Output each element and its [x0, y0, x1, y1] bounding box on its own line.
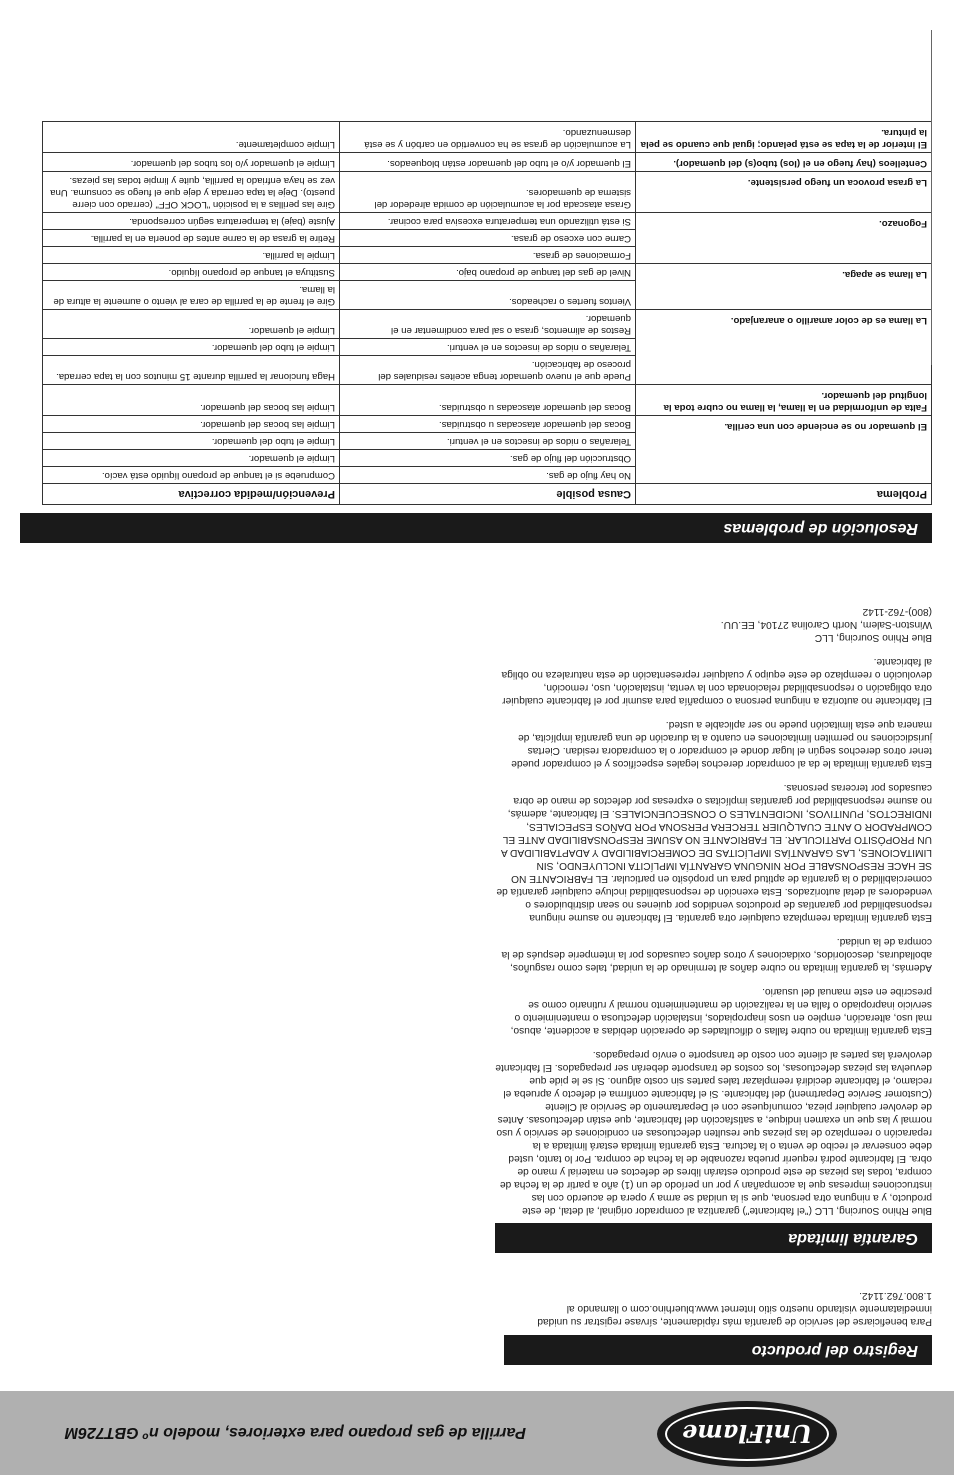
- problem-cell: Centelleos (hay fuego en el (los) tubo(s) del quemador).: [636, 153, 932, 172]
- table-row: [43, 467, 932, 484]
- warranty-paragraph: Además, la garantía limitada no cubre daños al terminado de la unidad, tales como rasguños, abolladuras, descoloridos, oxidaciones y otros daños causados por la intemperie después de la compra de la unidad.: [501, 936, 932, 973]
- problem-cell: Fogonazo.: [636, 213, 932, 264]
- warranty-paragraph: El fabricante no autoriza a ninguna persona o compañía para asumir por el fabricante cualquier otra obligación o responsabilidad relacionada con la venta, instalación, uso, remoción, devolución o reemplazo de este equipo y cualquier representación de esta naturaleza no obliga al fabricante.: [501, 656, 932, 706]
- warranty-text: [495, 594, 932, 1217]
- remedy-cell: Haga funcionar la parrilla durante 15 minutos con la tapa cerrada.: [43, 356, 340, 385]
- registration-heading: Registro del producto: [504, 1335, 932, 1365]
- cause-cell: El quemador y/o el tubo del quemador están bloqueados.: [340, 153, 636, 172]
- warranty-paragraph: Esta garantía limitada no cubre fallas o dificultades de operación debidas a accidente, abuso, mal uso, alteración, empleo en usos inapropiados, instalación defectuosa o mantenimiento o servicio inapropiado o falla en la realización de mantenimiento normal y rutinario como se prescribe en este manual del usuario.: [510, 986, 932, 1036]
- document-title: Parrilla de gas propano para exteriores, modelo nº GBT726M: [64, 1424, 526, 1441]
- table-row: [43, 172, 932, 213]
- cause-cell: Carne con exceso de grasa.: [340, 230, 636, 247]
- problem-cell: La llama se apaga.: [636, 264, 932, 310]
- remedy-cell: Limpie el quemador.: [43, 310, 340, 339]
- cause-cell: Puede que el nuevo quemador tenga aceites residuales del proceso de fabricación.: [340, 356, 636, 385]
- table-row: [43, 385, 932, 416]
- table-header-row: [43, 484, 932, 505]
- remedy-cell: Retire la grasa de la carne antes de ponerla en la parrilla.: [43, 230, 340, 247]
- problem-cell: El interior de la tapa se está pelando; igual que cuando se pela la pintura.: [636, 122, 932, 153]
- uniflame-logo: [657, 1401, 837, 1467]
- cause-cell: Formaciones de grasa.: [340, 247, 636, 264]
- logo-text: UniFlame: [665, 1407, 829, 1461]
- table-body: [43, 122, 932, 484]
- remedy-cell: Gire las perillas a la posición "LOCK OFF" (cerrado con cierre puesto). Deje la tapa cerrada y deje que el fuego se consuma. Una vez se haya enfriado la parrilla, quite y limpie todas las piezas.: [43, 172, 340, 213]
- margin-rule: [931, 30, 932, 365]
- registration-text: Para beneficiarse del servicio de garantía más rápidamente, sírvase registrar su unidad inmediatamente visitando nuestro sitio Internet www.bluerhino.com o llamando al 1.800.762.1142.: [537, 1290, 932, 1327]
- remedy-cell: Limpie el tubo del quemador.: [43, 433, 340, 450]
- warranty-paragraph: Esta garantía limitada le da al comprador derechos legales específicos y el comprador puede tener otros derechos según el lugar donde el comprador o la compradora residan. Ciertas jurisdicciones no permiten limitaciones en cuanto a la duración de una garantía implícita, de manera que esta limitación puede no ser aplicable a usted.: [511, 719, 932, 769]
- table-row: [43, 281, 932, 310]
- remedy-cell: Limpie el quemador.: [43, 450, 340, 467]
- cause-cell: Obstrucción del flujo de gas.: [340, 450, 636, 467]
- remedy-cell: Limpie el quemador y/o los tubos del quemador.: [43, 153, 340, 172]
- table-row: [43, 247, 932, 264]
- cause-cell: Nivel de gas del tanque de propano bajo.: [340, 264, 636, 281]
- remedy-cell: Limpie la parrilla.: [43, 247, 340, 264]
- cause-cell: Telarañas o nidos de insectos en el venturi.: [340, 339, 636, 356]
- cause-cell: Si está utilizando una temperatura excesiva para cocinar.: [340, 213, 636, 230]
- table-row: [43, 122, 932, 153]
- column-header-remedy: Prevención/medida correctiva: [43, 484, 340, 505]
- problem-cell: El quemador no se enciende con una cerilla.: [636, 416, 932, 484]
- cause-cell: Restos de alimentos, grasa o sal para condimentar en el quemador.: [340, 310, 636, 339]
- warranty-paragraph: Blue Rhino Sourcing, LLC Winston-Salem, North Carolina 27104, EE.UU. (800)-762-1142: [720, 606, 932, 643]
- warranty-heading: Garantía limitada: [495, 1223, 932, 1253]
- remedy-cell: Gire el frente de la parrilla de cara al viento o aumente la altura de la llama.: [43, 281, 340, 310]
- table-row: [43, 356, 932, 385]
- header-band: [0, 1391, 954, 1475]
- problem-cell: Falta de uniformidad en la llama, la llama no cubre toda la longitud del quemador.: [636, 385, 932, 416]
- cause-cell: La acumulación de grasa se ha convertido en carbón y se está desmenuzando.: [340, 122, 636, 153]
- cause-cell: Vientos fuertes o racheados.: [340, 281, 636, 310]
- troubleshooting-heading: Resolución de problemas: [20, 513, 932, 543]
- problem-cell: La llama es de color amarillo o anaranjado.: [636, 310, 932, 385]
- remedy-cell: Limpie las bocas del quemador.: [43, 385, 340, 416]
- warranty-paragraph: Esta garantía limitada reemplaza cualquier otra garantía. El fabricante no asume ninguna responsabilidad por garantías de productos vendidos por quienes no sean distribuidores o vendedores al detal autorizados. Esta exención de responsabilidad incluye cualquier garantía de comerciabilidad o la garantía de aptitud para un propósito en particular. EL FABRICANTE NO SE HACE RESPONSABLE POR NINGUNA GARANTÍA IMPLÍCITA INCLUYENDO, SIN LIMITACIONES, LAS GARANTÍAS IMPLÍCITAS DE COMERCIABILIDAD Y ADAPTABILIDAD A UN PROPÓSITO PARTICULAR. EL FABRICANTE NO ASUME RESPONSABILIDAD ANTE EL COMPRADOR O ANTE CUALQUIER TERCERA PERSONA POR DAÑOS ESPECIALES, INDIRECTOS, PUNITIVOS, INCIDENTALES O CONSECUENCIALES. El fabricante, además, no asume responsabilidad por garantías implícitas o expresas por defectos de mano de obra causados por terceras personas.: [496, 782, 932, 923]
- troubleshooting-table: [42, 121, 932, 505]
- remedy-cell: Ajuste (baje) la temperatura según corresponda.: [43, 213, 340, 230]
- remedy-cell: Limpie las bocas del quemador.: [43, 416, 340, 433]
- table-row: [43, 153, 932, 172]
- cause-cell: Telarañas o nidos de insectos en el venturi.: [340, 433, 636, 450]
- remedy-cell: Limpie el tubo del quemador.: [43, 339, 340, 356]
- remedy-cell: Sustituya el tanque de propano líquido.: [43, 264, 340, 281]
- warranty-paragraph: Blue Rhino Sourcing, LLC ("el fabricante") garantiza al comprador original, al detal, de este producto, y a ninguna otra persona, que si la unidad se arma y opera de acuerdo con las instrucciones impresas que la acompañan y por un período de un (1) año a partir de la fecha de compra, todas las piezas de este producto estarán libres de defectos en material y mano de obra. El fabricante podrá requerir prueba razonable de la fecha de compra. Por lo tanto, usted debe conservar el recibo de venta o la factura. Esta garantía limitada estará limitada a la reparación o reemplazo de las piezas que resulten defectuosas en condiciones de servicio y uso normal y las que un examen indique, a satisfacción del fabricante, que están defectuosas. Antes de devolver cualquier pieza, comuníquese con el Departamento de Servicio al Cliente (Customer Service Department) del fabricante. Si el fabricante confirma el defecto y aprueba el reclamo, el fabricante decidirá reemplazar tales partes sin costo alguno. Si se le pide que devuelva las piezas defectuosas, los costos de transporte deberán ser prepagados. El fabricante devolverá las partes al cliente con costo de transporte o envío prepagados.: [495, 1049, 932, 1216]
- column-header-problem: Problema: [636, 484, 932, 505]
- problem-cell: La grasa provoca un fuego persistente.: [636, 172, 932, 213]
- remedy-cell: Compruebe si el tanque de propano líquido está vacío.: [43, 467, 340, 484]
- cause-cell: Bocas del quemador atascadas u obstruidas.: [340, 416, 636, 433]
- cause-cell: No hay flujo de gas.: [340, 467, 636, 484]
- cause-cell: Bocas del quemador atascadas u obstruidas.: [340, 385, 636, 416]
- column-header-cause: Causa posible: [340, 484, 636, 505]
- remedy-cell: Limpie completamente.: [43, 122, 340, 153]
- cause-cell: Grasa atascada por la acumulación de comida alrededor del sistema de quemadores.: [340, 172, 636, 213]
